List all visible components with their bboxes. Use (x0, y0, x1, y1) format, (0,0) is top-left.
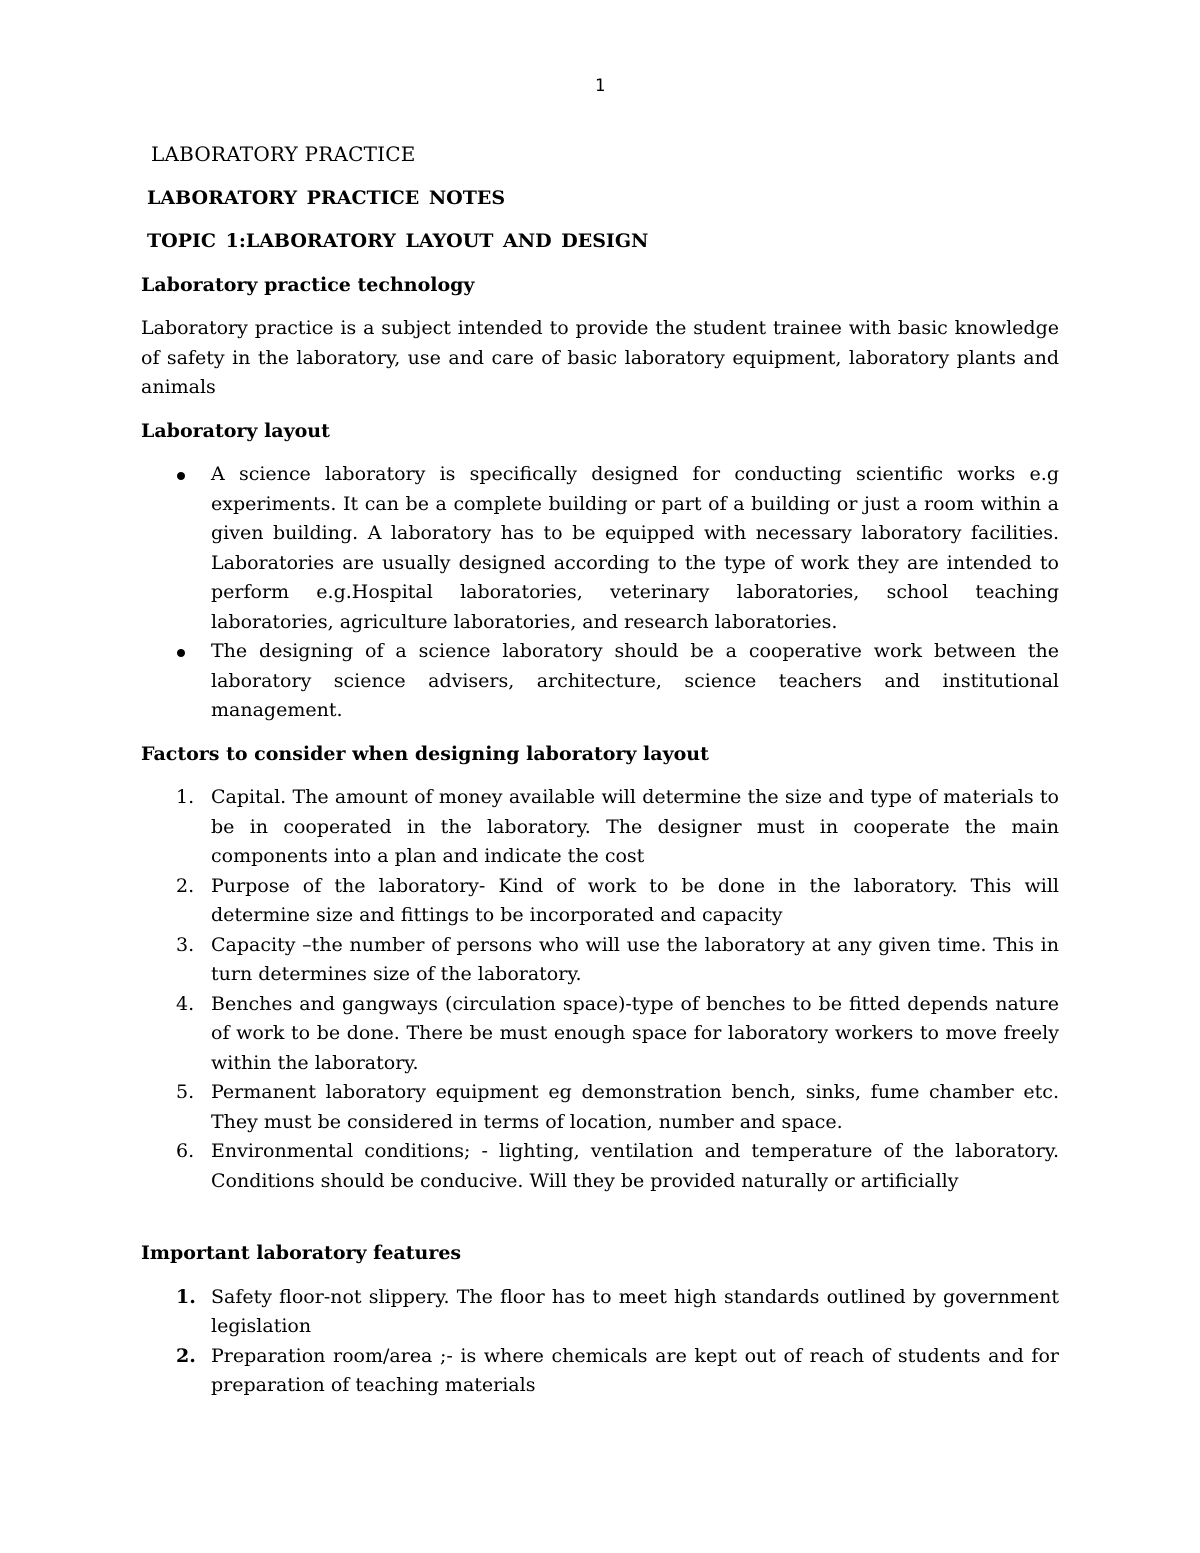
list-item (141, 990, 1059, 1079)
bullet-item (141, 460, 1059, 637)
section-heading-factors: Factors to consider when designing laboratory layout (141, 742, 709, 765)
factors-list (141, 783, 1059, 1196)
document-content (141, 140, 1059, 1415)
page-number: 1 (594, 76, 606, 96)
list-number: 1. (176, 786, 195, 808)
list-text: Environmental conditions; - lighting, ventilation and temperature of the laboratory. Conditions should be conducive. Will they be provided naturally or artificially (211, 1140, 1059, 1192)
list-number: 2. (176, 874, 195, 897)
spacer (141, 1210, 1059, 1239)
paragraph-practice-technology: Laboratory practice is a subject intended to provide the student trainee with basic knowledge of safety in the laboratory, use and care of basic laboratory equipment, laboratory plants and animals (141, 317, 1059, 398)
bullet-text: A science laboratory is specifically designed for conducting scientific works e.g experiments. It can be a complete building or part of a building or just a room within a given building. A laboratory has to be equipped with necessary laboratory facilities. Laboratories are usually designed according to the type of work they are intended to perform e.g.Hospital laboratories, veterinary laboratories, school teaching laboratories, agriculture laboratories, and research laboratories. (211, 463, 1059, 633)
section-heading-features: Important laboratory features (141, 1242, 462, 1264)
list-item (141, 1137, 1059, 1196)
list-item (141, 931, 1059, 990)
list-item (141, 1342, 1059, 1401)
list-item (141, 1283, 1059, 1342)
section-heading-practice-technology: Laboratory practice technology (141, 273, 475, 296)
list-item (141, 783, 1059, 872)
list-number: 6. (176, 1140, 195, 1162)
list-text: Capacity –the number of persons who will use the laboratory at any given time. This in turn determines size of the laboratory. (211, 933, 1059, 985)
list-number: 3. (176, 933, 195, 956)
list-number: 4. (176, 992, 195, 1015)
bullet-icon (177, 649, 185, 657)
list-item (141, 872, 1059, 931)
topic-title: TOPIC 1:LABORATORY LAYOUT AND DESIGN (147, 230, 649, 252)
list-text: Benches and gangways (circulation space)-type of benches to be fitted depends nature of work to be done. There be must enough space for laboratory workers to move freely within the laboratory. (211, 992, 1059, 1074)
bullet-text: The designing of a science laboratory should be a cooperative work between the laboratory science advisers, architecture, science teachers and institutional management. (211, 640, 1059, 721)
layout-bullet-list (141, 460, 1059, 726)
list-number: 5. (176, 1081, 195, 1103)
features-list (141, 1283, 1059, 1401)
list-text: Permanent laboratory equipment eg demonstration bench, sinks, fume chamber etc. They must be considered in terms of location, number and space. (211, 1081, 1059, 1133)
list-text: Safety floor-not slippery. The floor has to meet high standards outlined by government legislation (211, 1285, 1059, 1337)
list-text: Preparation room/area ;- is where chemicals are kept out of reach of students and for preparation of teaching materials (211, 1344, 1059, 1396)
list-text: Capital. The amount of money available will determine the size and type of materials to be in cooperated in the laboratory. The designer must in cooperate the main components into a plan and indicate the cost (211, 786, 1059, 867)
list-item (141, 1078, 1059, 1137)
bullet-icon (177, 472, 185, 480)
list-text: Purpose of the laboratory- Kind of work to be done in the laboratory. This will determine size and fittings to be incorporated and capacity (211, 874, 1059, 926)
list-number: 2. (176, 1344, 196, 1367)
section-heading-laboratory-layout: Laboratory layout (141, 419, 330, 442)
notes-title: LABORATORY PRACTICE NOTES (147, 186, 506, 209)
list-number: 1. (176, 1285, 196, 1308)
bullet-item (141, 637, 1059, 726)
document-title: LABORATORY PRACTICE (151, 142, 416, 166)
